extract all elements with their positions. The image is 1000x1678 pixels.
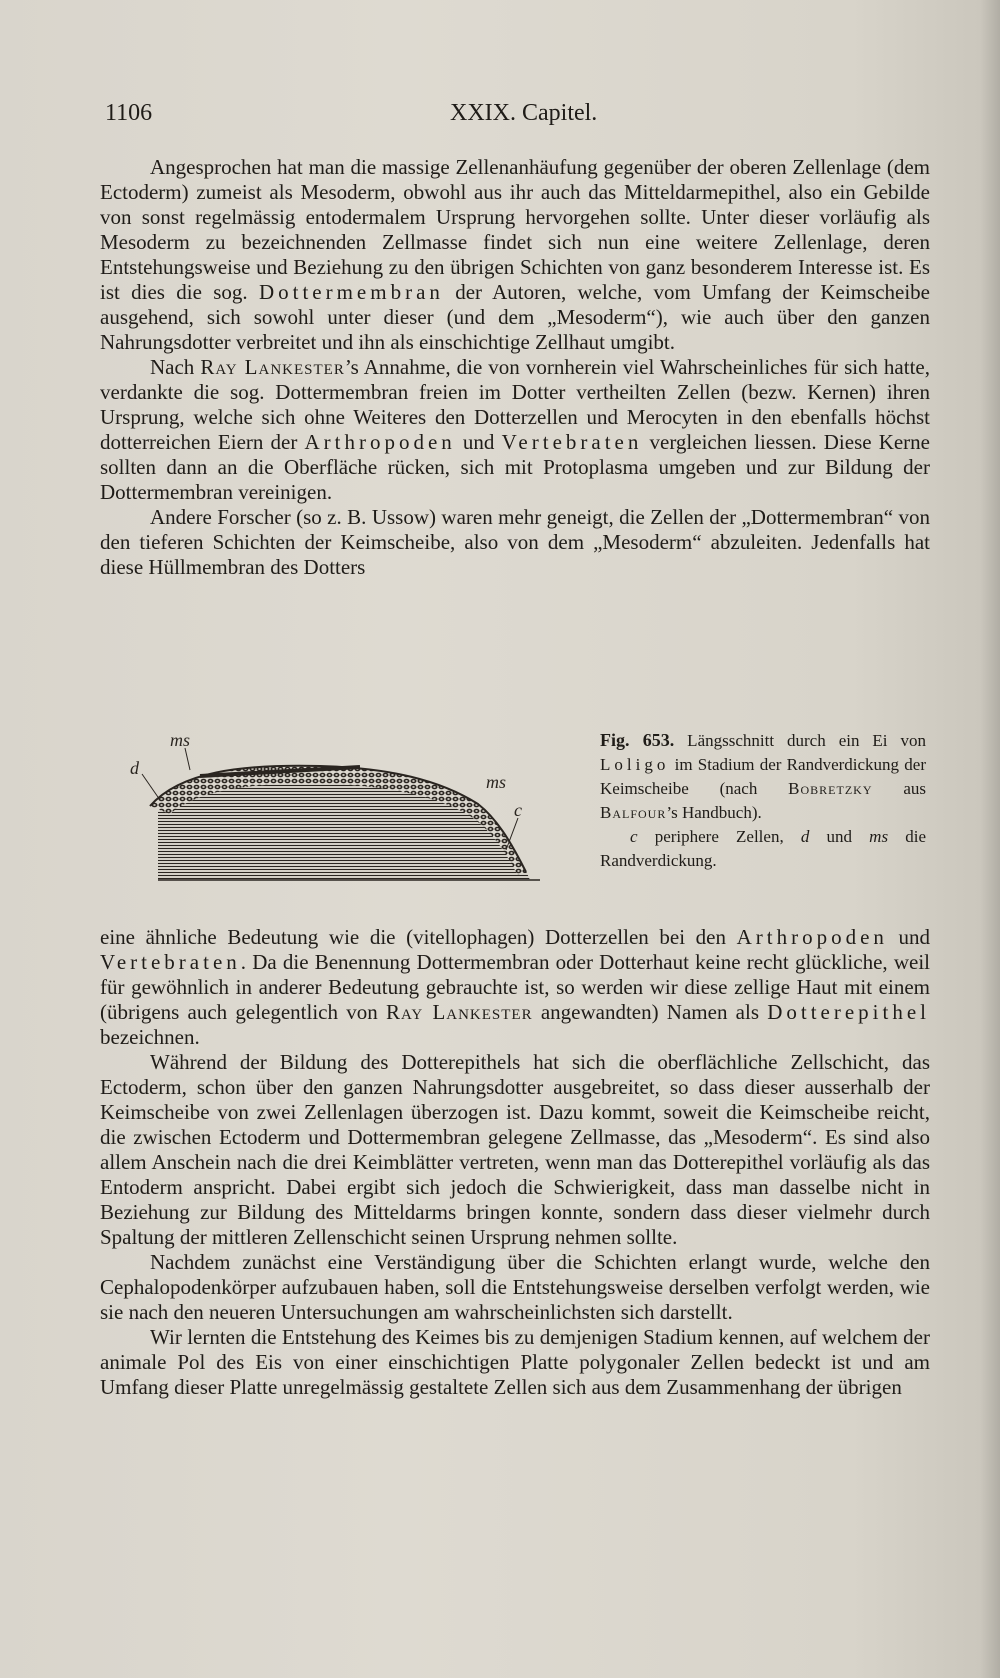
text-segment: Angesprochen hat man die massige Zellenanhäufung gegenüber der oberen Zellenlage (dem Ectoderm) zumeist als Mesoderm, obwohl aus ihr auch das Mitteldarmepithel, also ein Gebilde von sonst regelmässig entodermalem Ursprung hervorgehen sollte. Unter dieser vorläufig als Mesoderm zu bezeichnenden Zellmasse findet sich nun eine weitere Zellenlage, deren Entstehungsweise und Beziehung zu den übrigen Schichten von ganz besonderem Interesse ist. Es ist dies die sog.: [100, 155, 930, 304]
label-ms-top: ms: [170, 730, 191, 750]
text-segment: Längsschnitt durch ein Ei von: [674, 731, 926, 750]
text-segment: ’s Handbuch).: [666, 803, 762, 822]
paragraph: [100, 1050, 930, 1250]
text-segment: vergleichen liessen. Diese Kerne sollten dann an die Oberfläche rücken, sich mit Protoplasma umgeben und zur Bildung der Dottermembran vereinigen.: [100, 430, 930, 504]
paragraph: [100, 1250, 930, 1325]
text-segment: im Stadium der Randverdickung der Keimscheibe (nach: [600, 755, 926, 798]
page-header: [105, 100, 925, 136]
text-segment: aus: [872, 779, 926, 798]
text-segment: Vertebraten: [501, 430, 643, 454]
text-segment: Ray Lankester: [200, 355, 345, 379]
leader-d: [142, 774, 160, 800]
text-block-top: [100, 155, 930, 580]
chapter-title: XXIX. Capitel.: [450, 100, 598, 126]
text-segment: die Randverdickung.: [600, 827, 926, 870]
text-segment: Vertebraten: [100, 950, 241, 974]
text-segment: Dottermembran: [258, 280, 444, 304]
caption-legend: [600, 825, 926, 873]
figure-egg-section: [130, 730, 590, 910]
text-segment: c: [630, 827, 638, 846]
text-segment: Wir lernten die Entstehung des Keimes bis zu demjenigen Stadium kennen, auf welchem der animale Pol des Eis von einer einschichtigen Platte polygonaler Zellen bedeckt ist und am Umfang dieser Platte unregelmässig gestaltete Zellen sich aus dem Zusammenhang der übrigen: [100, 1325, 930, 1399]
text-segment: Nachdem zunächst eine Verständigung über die Schichten erlangt wurde, welche den Cephalopodenkörper aufzubauen haben, soll die Entstehungsweise derselben verfolgt werden, wie sie nach den neueren Untersuchungen am wahrscheinlichsten sich darstellt.: [100, 1250, 930, 1324]
text-segment: angewandten) Namen als: [532, 1000, 768, 1024]
paragraph: [100, 155, 930, 355]
text-segment: Nach: [150, 355, 201, 379]
leader-ms-top: [185, 748, 190, 770]
text-segment: ’s Annahme, die von vornherein viel Wahrscheinliches für sich hatte, verdankte die sog. Dottermembran freien im Dotter vertheilten Zellen (bezw. Kernen) ihren Ursprung, welche sich ohne Weiteres den Dotterzellen und Merocyten in den ebenfalls höchst dotterreichen Eiern der: [100, 355, 930, 454]
text-segment: und: [809, 827, 870, 846]
label-ms-right: ms: [486, 772, 507, 792]
figure-label: Fig. 653.: [600, 730, 675, 750]
label-d: d: [130, 758, 139, 778]
page-edge-shadow: [980, 0, 1000, 1678]
text-segment: der Autoren, welche, vom Umfang der Keimscheibe ausgehend, sich sowohl unter dieser (und dem „Mesoderm“), wie auch über den ganzen Nahrungsdotter verbreitet und ihn als einschichtige Zellhaut umgibt.: [100, 280, 930, 354]
text-segment: . Da die Benennung Dottermembran oder Dotterhaut keine recht glückliche, weil für gewöhnlich in anderer Bedeutung gebrauchte ist, so werden wir diese zellige Haut mit einem (übrigens auch gelegentlich von: [100, 950, 930, 1024]
text-segment: und: [887, 925, 931, 949]
paragraph: [100, 925, 930, 1050]
text-segment: Während der Bildung des Dotterepithels hat sich die oberflächliche Zellschicht, das Ectoderm, schon über den ganzen Nahrungsdotter ausgebreitet, so dass dieser ausserhalb der Keimscheibe von zwei Zellenlagen überzogen ist. Dazu kommt, soweit die Keimscheibe reicht, die zwischen Ectoderm und Dottermembran gelegene Zellmasse, das „Mesoderm“. Es sind also allem Anschein nach die drei Keimblätter vertreten, wenn man das Dotterepithel vorläufig als das Entoderm anspricht. Dabei ergibt sich jedoch die Schwierigkeit, dass man dasselbe nicht in Beziehung zur Bildung des Mitteldarms bringen konnte, sondern dass dieser vielmehr durch Spaltung der mittleren Zellenschicht seinen Ursprung nehmen sollte.: [100, 1050, 930, 1249]
text-segment: ms: [869, 827, 889, 846]
figure-caption: [600, 728, 926, 873]
text-segment: eine ähnliche Bedeutung wie die (vitellophagen) Dotterzellen bei den: [100, 925, 737, 949]
text-segment: Arthropoden: [736, 925, 888, 949]
text-segment: Loligo: [600, 755, 670, 774]
page-number: 1106: [105, 100, 153, 126]
text-segment: Ray Lankester: [385, 1000, 533, 1024]
paragraph: [100, 1325, 930, 1400]
text-block-bottom: [100, 925, 930, 1400]
text-segment: bezeichnen.: [100, 1025, 200, 1049]
text-segment: periphere Zellen,: [637, 827, 801, 846]
text-segment: Dotterepithel: [767, 1000, 930, 1024]
text-segment: Bobretzky: [788, 779, 873, 798]
paragraph: [100, 505, 930, 580]
text-segment: Andere Forscher (so z. B. Ussow) waren mehr geneigt, die Zellen der „Dottermembran“ von den tieferen Schichten der Keimscheibe, also von dem „Mesoderm“ abzuleiten. Jedenfalls hat diese Hüllmembran des Dotters: [100, 505, 930, 579]
text-segment: und: [455, 430, 502, 454]
label-c: c: [514, 800, 522, 820]
paragraph: [100, 355, 930, 505]
caption-main: [600, 728, 926, 825]
text-segment: Arthropoden: [304, 430, 456, 454]
text-segment: d: [800, 827, 810, 846]
text-segment: Balfour: [600, 803, 667, 822]
